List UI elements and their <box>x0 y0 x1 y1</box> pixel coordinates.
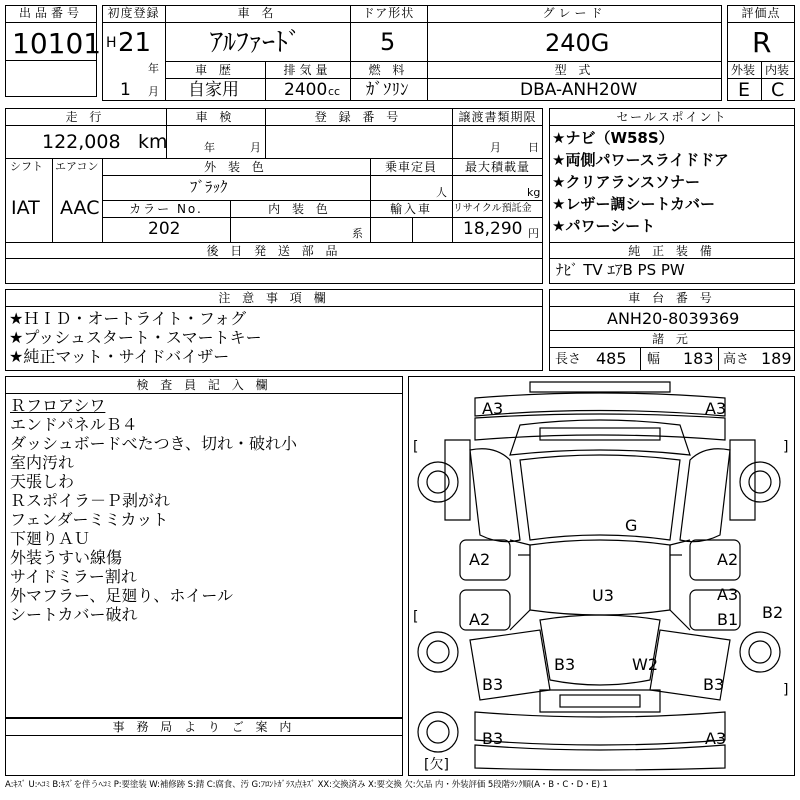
damage-mark: B2 <box>762 603 784 622</box>
score-label: 評価点 <box>741 6 781 20</box>
height-label: 高さ <box>723 352 750 367</box>
damage-mark: A3 <box>705 729 727 748</box>
inspector-line: 外マフラー、足廻り、ホイール <box>10 586 234 605</box>
damage-mark: A3 <box>705 399 727 418</box>
width: 183 <box>683 349 714 368</box>
inspector-line: 下廻りＡＵ <box>10 529 91 548</box>
shift: IAT <box>11 197 40 219</box>
lot-no-label: 出品番号 <box>18 6 83 20</box>
mileage-unit: km <box>138 131 168 153</box>
grade-label: グレード <box>542 6 607 20</box>
bracket-left: [ <box>413 609 419 625</box>
reg-no-label: 登 録 番 号 <box>314 110 403 124</box>
sales-item: ★レザー調シートカバー <box>552 195 715 213</box>
score: R <box>752 26 772 59</box>
caution-label: 注 意 事 項 欄 <box>218 291 330 305</box>
year: 21 <box>118 28 152 58</box>
inspector-line: フェンダーミミカット <box>10 510 169 529</box>
grade: 240G <box>545 29 610 57</box>
lot-no: 10101 <box>12 27 102 60</box>
width-label: 幅 <box>647 352 661 367</box>
inspector-line: 外装うすい線傷 <box>10 548 123 567</box>
inspector-line: Ｒフロアシワ <box>10 396 106 415</box>
mileage-label: 走 行 <box>65 110 106 124</box>
exterior-grade: E <box>738 79 751 101</box>
damage-mark: A3 <box>482 399 504 418</box>
month-unit: 月 <box>148 85 159 98</box>
model: DBA-ANH20W <box>520 80 638 100</box>
inspector-line: ダッシュボードべたつき、切れ・破れ小 <box>10 434 298 453</box>
transfer-day-unit: 日 <box>528 141 539 154</box>
car-name-label: 車 名 <box>237 6 278 20</box>
displacement: 2400 <box>284 80 328 100</box>
missing-mark: [欠] <box>424 757 449 773</box>
interior-label: 内装 <box>765 63 790 77</box>
exterior-label: 外装 <box>731 63 756 77</box>
color-no: 202 <box>148 219 181 239</box>
inspector-line: 室内汚れ <box>10 453 75 472</box>
bracket-right: ] <box>783 439 789 455</box>
damage-mark: A2 <box>717 550 739 569</box>
history: 自家用 <box>188 80 239 100</box>
equipment-label: 純 正 装 備 <box>628 244 716 258</box>
inspector-line: エンドパネルＢ４ <box>10 415 138 434</box>
month: 1 <box>120 80 131 100</box>
interior-grade: C <box>771 79 785 101</box>
equipment: ﾅﾋﾞ TV ｴｱB PS PW <box>556 261 685 279</box>
mileage: 122,008 <box>42 131 121 153</box>
color-no-label: カラー No. <box>129 202 203 216</box>
sales-item: ★パワーシート <box>552 217 656 235</box>
damage-mark: B3 <box>482 729 504 748</box>
load-label: 最大積載量 <box>464 160 530 174</box>
bracket-left: [ <box>413 439 419 455</box>
inspector-line: 天張しわ <box>10 472 75 491</box>
chassis-no: ANH20-8039369 <box>607 309 740 328</box>
caution-item: ★純正マット・サイドバイザー <box>9 347 230 366</box>
displacement-label: 排気量 <box>283 63 332 77</box>
damage-mark: A2 <box>469 550 491 569</box>
first-reg-label: 初度登録 <box>107 6 160 20</box>
color-label: 外 装 色 <box>204 160 268 174</box>
car-name: ｱﾙﾌｧｰﾄﾞ <box>210 28 302 58</box>
inspector-line: シートカバー破れ <box>10 605 138 624</box>
inspection-month-unit: 月 <box>250 141 261 154</box>
later-label: 後 日 発 送 部 品 <box>206 244 342 258</box>
inspector-line: サイドミラー割れ <box>10 567 137 586</box>
damage-mark: U3 <box>592 586 614 605</box>
caution-item: ★ＨＩＤ・オートライト・フォグ <box>9 309 247 328</box>
sales-label: セールスポイント <box>616 110 728 124</box>
caution-item: ★プッシュスタート・スマートキー <box>9 328 262 347</box>
sales-item: ★ナビ（W58S） <box>552 129 674 147</box>
model-label: 型 式 <box>554 63 595 77</box>
color: ﾌﾞﾗｯｸ <box>190 178 228 196</box>
fuel: ｶﾞｿﾘﾝ <box>366 80 409 100</box>
damage-mark: A3 <box>717 585 739 604</box>
ac: AAC <box>60 197 100 219</box>
sales-item: ★両側パワースライドドア <box>552 151 729 169</box>
damage-mark: G <box>625 516 638 535</box>
recycle-label: リサイクル預託金 <box>453 203 532 214</box>
transfer-month-unit: 月 <box>490 141 501 154</box>
dims-label: 諸 元 <box>652 332 692 346</box>
shift-label: シフト <box>10 160 43 173</box>
damage-mark: B3 <box>703 675 725 694</box>
capacity-label: 乗車定員 <box>384 160 437 174</box>
capacity-unit: 人 <box>436 186 447 199</box>
damage-mark: B3 <box>482 675 504 694</box>
height: 189 <box>761 349 792 368</box>
recycle: 18,290 <box>463 219 523 239</box>
int-color-label: 内 装 色 <box>268 202 332 216</box>
damage-mark: B1 <box>717 610 739 629</box>
year-unit: 年 <box>148 62 159 75</box>
inspector-line: Ｒスポイラ－Ｐ剥がれ <box>10 491 171 510</box>
bracket-right: ] <box>783 682 789 698</box>
load-unit: kg <box>527 186 541 199</box>
transfer-label: 譲渡書類期限 <box>458 110 537 124</box>
chassis-label: 車 台 番 号 <box>628 291 716 305</box>
length-label: 長さ <box>555 352 582 367</box>
inspection-label: 車 検 <box>195 110 236 124</box>
history-label: 車 歴 <box>195 63 235 77</box>
yen-unit: 円 <box>528 227 539 240</box>
fuel-label: 燃 料 <box>368 63 409 77</box>
sales-item: ★クリアランスソナー <box>552 173 700 191</box>
cc-unit: cc <box>328 85 341 98</box>
int-color-unit: 系 <box>352 227 363 240</box>
legend: A:ｷｽﾞ U:ﾍｺﾐ B:ｷｽﾞを伴うﾍｺﾐ P:要塗装 W:補修跡 S:錆 C:腐食、汚 G:ﾌﾛﾝﾄｶﾞﾗｽ点ｷｽﾞ XX:交換済み X:要交換 欠:欠品 内・外装評価 5段階ﾗﾝｸ順(A・B・C・D・E) 1 <box>5 780 608 790</box>
doors: 5 <box>380 28 396 56</box>
import-label: 輸入車 <box>389 202 432 216</box>
length: 485 <box>596 349 627 368</box>
damage-mark: A2 <box>469 610 491 629</box>
era: H <box>106 35 117 51</box>
inspector-label: 検 査 員 記 入 欄 <box>136 378 272 392</box>
inspection-year-unit: 年 <box>204 141 215 154</box>
damage-mark: W2 <box>632 655 658 674</box>
ac-label: エアコン <box>55 160 99 173</box>
door-label: ドア形状 <box>362 6 415 20</box>
damage-mark: B3 <box>554 655 576 674</box>
office-label: 事 務 局 よ り ご 案 内 <box>112 720 296 734</box>
